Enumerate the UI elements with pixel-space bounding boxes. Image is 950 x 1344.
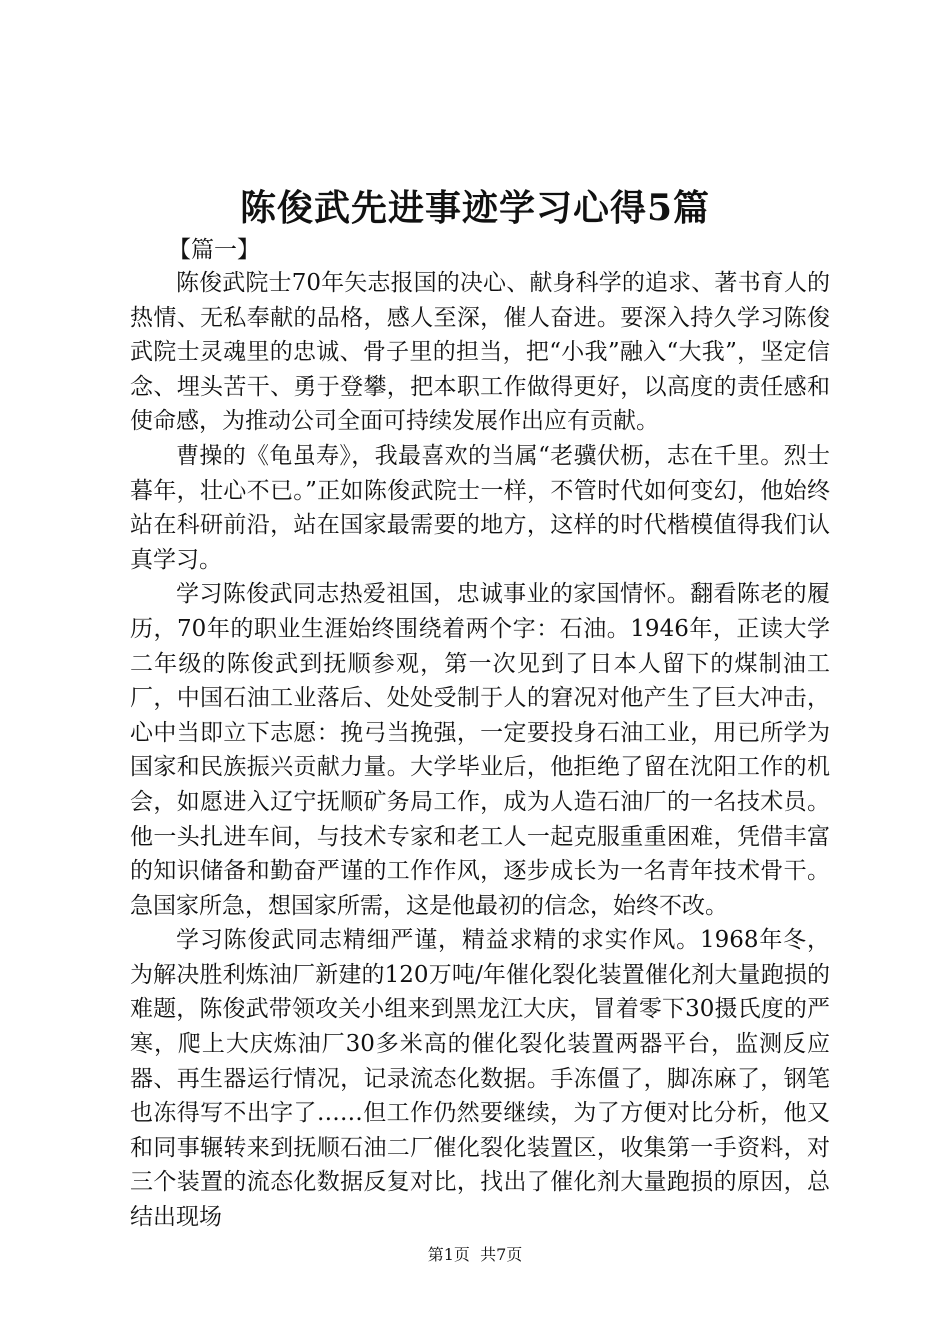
paragraph-2: 曹操的《龟虽寿》，我最喜欢的当属“老骥伏枥，志在千里。烈士暮年，壮心不已。”正如陈俊武院士一样，不管时代如何变幻，他始终站在科研前沿，站在国家最需要的地方，这样的时代楷模值得我们认真学习。 bbox=[130, 442, 830, 573]
page-total: 共7页 bbox=[480, 1245, 523, 1264]
page-footer bbox=[0, 1244, 950, 1266]
paragraph-3: 学习陈俊武同志热爱祖国，忠诚事业的家国情怀。翻看陈老的履历，70年的职业生涯始终围绕着两个字：石油。1946年，正读大学二年级的陈俊武到抚顺参观，第一次见到了日本人留下的煤制油工厂，中国石油工业落后、处处受制于人的窘况对他产生了巨大冲击，心中当即立下志愿：挽弓当挽强，一定要投身石油工业，用已所学为国家和民族振兴贡献力量。大学毕业后，他拒绝了留在沈阳工作的机会，如愿进入辽宁抚顺矿务局工作，成为人造石油厂的一名技术员。他一头扎进车间，与技术专家和老工人一起克服重重困难，凭借丰富的知识储备和勤奋严谨的工作作风，逐步成长为一名青年技术骨干。急国家所急，想国家所需，这是他最初的信念，始终不改。 bbox=[130, 581, 830, 919]
section-label: 【篇一】 bbox=[168, 237, 260, 263]
page-number: 第1页 bbox=[427, 1245, 470, 1264]
document-title: 陈俊武先进事迹学习心得5篇 bbox=[239, 187, 711, 229]
document-body bbox=[130, 266, 830, 1235]
paragraph-1: 陈俊武院士70年矢志报国的决心、献身科学的追求、著书育人的热情、无私奉献的品格，感人至深，催人奋进。要深入持久学习陈俊武院士灵魂里的忠诚、骨子里的担当，把“小我”融入“大我”，坚定信念、埋头苦干、勇于登攀，把本职工作做得更好，以高度的责任感和使命感，为推动公司全面可持续发展作出应有贡献。 bbox=[130, 270, 830, 435]
paragraph-4: 学习陈俊武同志精细严谨，精益求精的求实作风。1968年冬，为解决胜利炼油厂新建的120万吨/年催化裂化装置催化剂大量跑损的难题，陈俊武带领攻关小组来到黑龙江大庆，冒着零下30摄氏度的严寒，爬上大庆炼油厂30多米高的催化裂化装置两器平台，监测反应器、再生器运行情况，记录流态化数据。手冻僵了，脚冻麻了，钢笔也冻得写不出字了……但工作仍然要继续，为了方便对比分析，他又和同事辗转来到抚顺石油二厂催化裂化装置区，收集第一手资料，对三个装置的流态化数据反复对比，找出了催化剂大量跑损的原因，总结出现场 bbox=[130, 927, 830, 1231]
footer-separator bbox=[470, 1245, 480, 1264]
